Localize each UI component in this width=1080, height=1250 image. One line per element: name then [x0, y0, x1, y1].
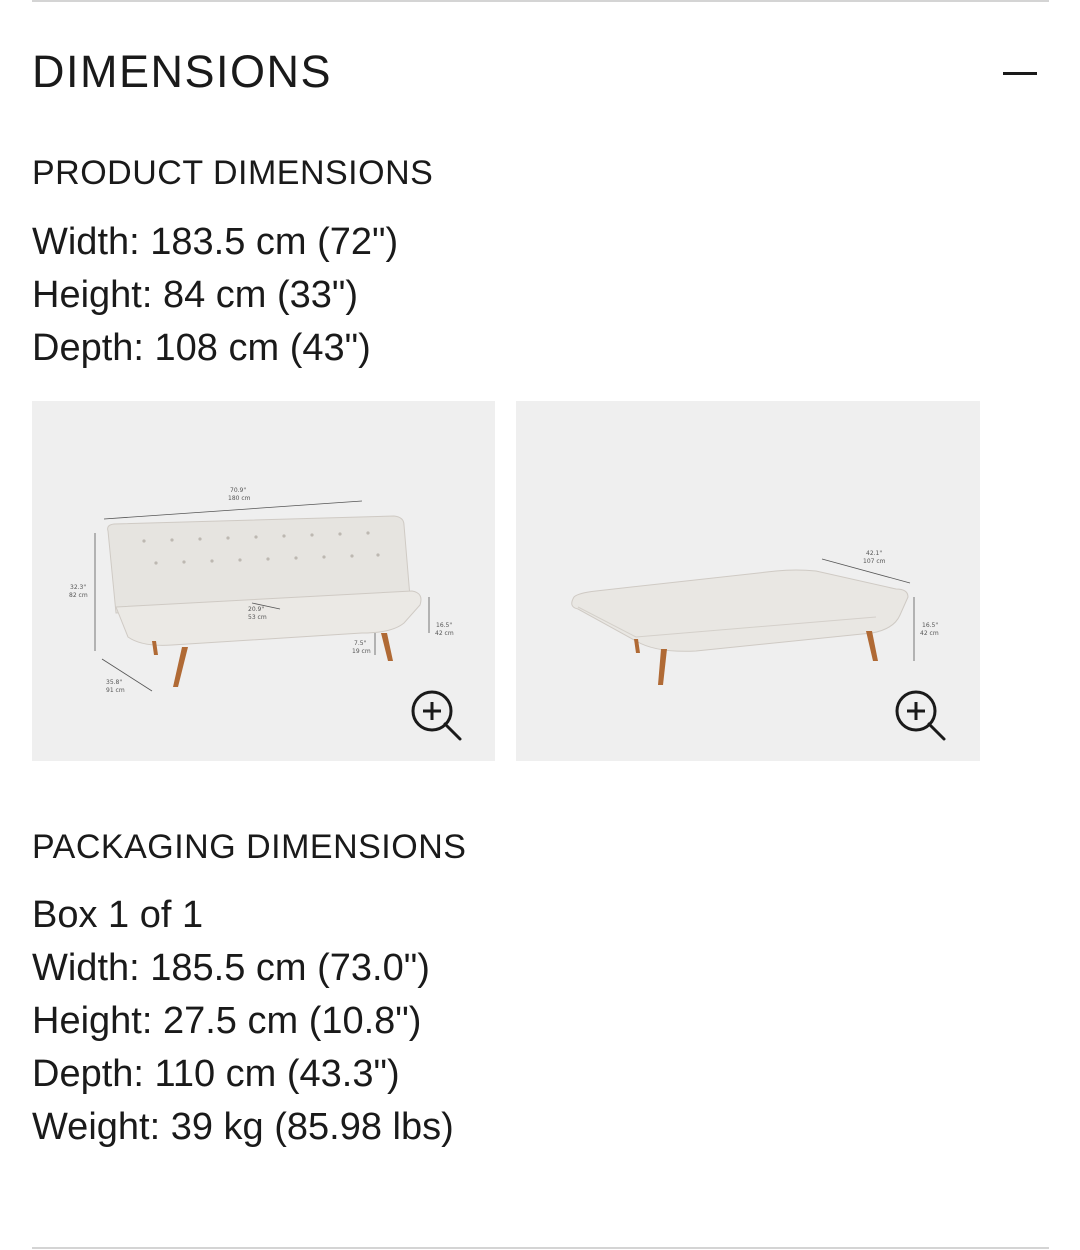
top-divider — [32, 0, 1049, 2]
packaging-depth: Depth: 110 cm (43.3") — [32, 1053, 400, 1095]
svg-text:32.3": 32.3" — [70, 584, 87, 591]
packaging-dimensions-heading: PACKAGING DIMENSIONS — [32, 828, 467, 866]
svg-text:91 cm: 91 cm — [106, 687, 125, 694]
svg-text:42.1": 42.1" — [866, 550, 883, 557]
product-depth: Depth: 108 cm (43") — [32, 327, 371, 369]
sofa-flat-image[interactable] — [516, 401, 980, 761]
packaging-weight: Weight: 39 kg (85.98 lbs) — [32, 1106, 454, 1148]
svg-text:16.5": 16.5" — [922, 622, 939, 629]
dimensions-accordion-header[interactable] — [32, 44, 1049, 104]
svg-text:35.8": 35.8" — [106, 679, 123, 686]
minus-icon[interactable] — [1001, 56, 1041, 92]
svg-text:42 cm: 42 cm — [920, 630, 939, 637]
section-title: DIMENSIONS — [32, 46, 333, 97]
bottom-divider — [32, 1247, 1049, 1249]
product-width: Width: 183.5 cm (72") — [32, 221, 399, 263]
svg-text:70.9": 70.9" — [230, 487, 247, 494]
svg-text:53 cm: 53 cm — [248, 614, 267, 621]
zoom-in-icon[interactable] — [408, 687, 464, 743]
svg-text:16.5": 16.5" — [436, 622, 453, 629]
svg-text:42 cm: 42 cm — [435, 630, 454, 637]
product-dimensions-list — [32, 216, 398, 375]
svg-text:107 cm: 107 cm — [863, 558, 886, 565]
packaging-dimensions-list — [32, 889, 454, 1154]
svg-text:20.9": 20.9" — [248, 606, 265, 613]
svg-text:19 cm: 19 cm — [352, 648, 371, 655]
sofa-upright-image[interactable] — [32, 401, 495, 761]
packaging-width: Width: 185.5 cm (73.0") — [32, 947, 430, 989]
packaging-height: Height: 27.5 cm (10.8") — [32, 1000, 422, 1042]
product-height: Height: 84 cm (33") — [32, 274, 359, 316]
svg-text:180 cm: 180 cm — [228, 495, 251, 502]
svg-text:82 cm: 82 cm — [69, 592, 88, 599]
product-dimensions-heading: PRODUCT DIMENSIONS — [32, 154, 434, 192]
svg-text:7.5": 7.5" — [354, 640, 367, 647]
zoom-in-icon[interactable] — [892, 687, 948, 743]
packaging-box-count: Box 1 of 1 — [32, 894, 204, 936]
